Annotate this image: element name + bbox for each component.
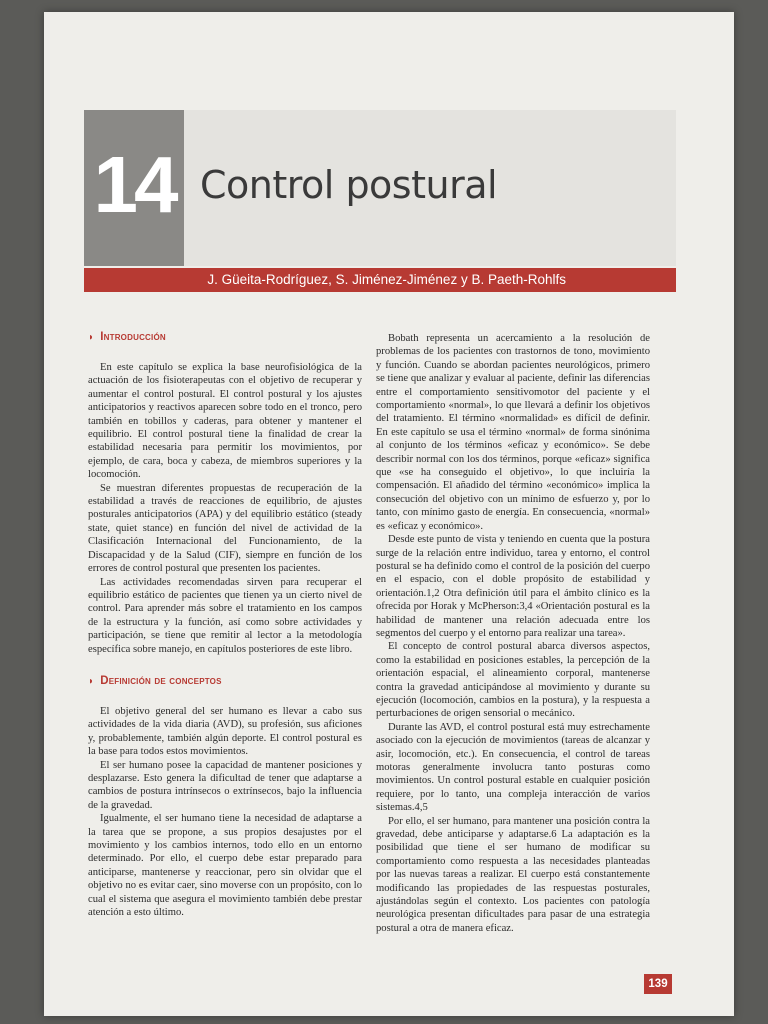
paragraph: En este capítulo se explica la base neurofisiológica de la actuación de los fisioterapeutas con el objetivo de recuperar y aumentar el control postural. El control postural y los ajustes anticipatorios y reactivos aparecen sobre todo en el tronco, pero también en tobillos y caderas, para obtener y mantener el equilibrio. El control postural tiene la finalidad de crear la estabilidad necesaria para permitir los movimientos, por ejemplo, de cara, boca y cabeza, de miembros superiores y la locomoción. xyxy=(88,362,362,481)
book-page xyxy=(44,12,734,1016)
section-gap xyxy=(88,656,362,674)
paragraph: Desde este punto de vista y teniendo en cuenta que la postura surge de la relación entre individuo, tarea y entorno, el control postural se ha definido como el control de la posición del cuerpo en el espacio, con el doble propósito de estabilidad y orientación.1,2 Otra definición útil para el ámbito clínico es la ofrecida por Horak y McPherson:3,4 «Orientación postural es la habilidad de mantener una relación adecuada entre los segmentos del cuerpo y el entorno para realizar una tarea». xyxy=(376,534,650,639)
section-heading-introduccion xyxy=(88,330,362,345)
page-number: 139 xyxy=(648,978,668,990)
chapter-number-box xyxy=(84,110,184,266)
paragraph: Durante las AVD, el control postural está muy estrechamente asociado con la ejecución de movimientos (tareas de alcanzar y asir, locomoción, etc.). En consecuencia, el control de tareas motoras generalmente involucra tanto posturas como movimientos. Un control postural estable en cualquier posición requiere, por lo tanto, una compleja interacción de varios sistemas.4,5 xyxy=(376,721,650,814)
chapter-number: 14 xyxy=(93,140,175,229)
chapter-authors: J. Güeita-Rodríguez, S. Jiménez-Jiménez y B. Paeth-Rohlfs xyxy=(207,272,566,287)
paragraph: Bobath representa un acercamiento a la resolución de problemas de los pacientes con trastornos de tono, movimiento y función. Cuando se abordan pacientes neurológicos, primero se tiene que analizar y evaluar al paciente, definir las diferencias entre el comportamiento sensitivomotor del paciente y el comportamiento «normal», lo que llevará a definir los objetivos del tratamiento. El término «normalidad» es difícil de definir. En este capítulo se usa el término «normal» de forma sinónima al conjunto de los términos «eficaz y económico». Se debe describir normal con los dos términos, porque «eficaz» significa que «se ha conseguido el objetivo», lo que incluiría la compensación. El añadido del término «económico» implica la consecución del objetivo con un mínimo de esfuerzo y, por lo tanto, con mínimo gasto de energía. En consecuencia, «normal» es «eficaz y económico». xyxy=(376,333,650,532)
left-column xyxy=(88,330,362,919)
chapter-title: Control postural xyxy=(200,163,498,207)
paragraph: Las actividades recomendadas sirven para recuperar el equilibrio estático de pacientes que tienen ya un cierto nivel de control. Para aprender más sobre el tratamiento en los campos de la estructura y la función, así como sobre actividades y participación, se tiene que remitir al lector a la metodología específica sobre manejo, en capítulos posteriores de este libro. xyxy=(88,576,362,655)
paragraph: Igualmente, el ser humano tiene la necesidad de adaptarse a la tarea que se propone, a sus propios desajustes por el movimiento y los cambios internos, todo ello en un entorno determinado. Por ello, el cuerpo debe estar preparado para anticiparse, mantenerse y reaccionar, pero sin olvidar que el objetivo no es evitar caer, sino moverse con un propósito, con lo cual el sistema que asegura el movimiento también debe prestar atención a esto último. xyxy=(88,813,362,919)
right-column xyxy=(376,332,650,935)
paragraph: Se muestran diferentes propuestas de recuperación de la estabilidad a través de reacciones de equilibrio, de ajustes posturales anticipatorios (APA) y del equilibrio estático (steady state, quiet stance) en función del nivel de actividad de la Clasificación Internacional del Funcionamiento, de la Discapacidad y de la Salud (CIF), siempre en función de los errores de control postural que presenten los pacientes. xyxy=(88,482,362,575)
section-heading-definicion xyxy=(88,674,362,689)
authors-bar xyxy=(84,268,676,292)
paragraph: Por ello, el ser humano, para mantener una posición contra la gravedad, debe anticiparse y adaptarse.6 La adaptación es la posibilidad que tiene el ser humano de modificar su comportamiento como respuesta a las necesidades planteadas por las nuevas tareas a realizar. El cuerpo está constantemente modificando las propiedades de las respuestas posturales, ajustándolas según el contexto. Los pacientes con patología neurológica presentan dificultades para pasar de una estrategia postural a otra de manera eficaz. xyxy=(376,815,650,934)
section-heading-text: Introducción xyxy=(100,331,166,343)
paragraph: El objetivo general del ser humano es llevar a cabo sus actividades de la vida diaria (AVD), su profesión, sus aficiones y, probablemente, también algún deporte. El control postural es la base para todos estos movimientos. xyxy=(88,705,362,758)
paragraph: El concepto de control postural abarca diversos aspectos, como la estabilidad en posiciones estables, la percepción de la orientación espacial, el alineamiento corporal, mantenerse contra la gravedad anticipándose al movimiento y durante su ejecución (locomoción, cambios en la postura), y la respuesta a perturbaciones de origen sensorial o mecánico. xyxy=(376,641,650,720)
page-number-box xyxy=(644,974,672,994)
chapter-header xyxy=(84,110,676,266)
section-marker-icon: ◗ xyxy=(88,332,95,343)
section-heading-text: Definición de conceptos xyxy=(100,674,222,687)
section-marker-icon: ◗ xyxy=(88,675,95,687)
paragraph: El ser humano posee la capacidad de mantener posiciones y desplazarse. Esto genera la dificultad de tener que adaptarse a cambios de postura intrínsecos o extrínsecos, bajo la influencia de la gravedad. xyxy=(88,759,362,811)
